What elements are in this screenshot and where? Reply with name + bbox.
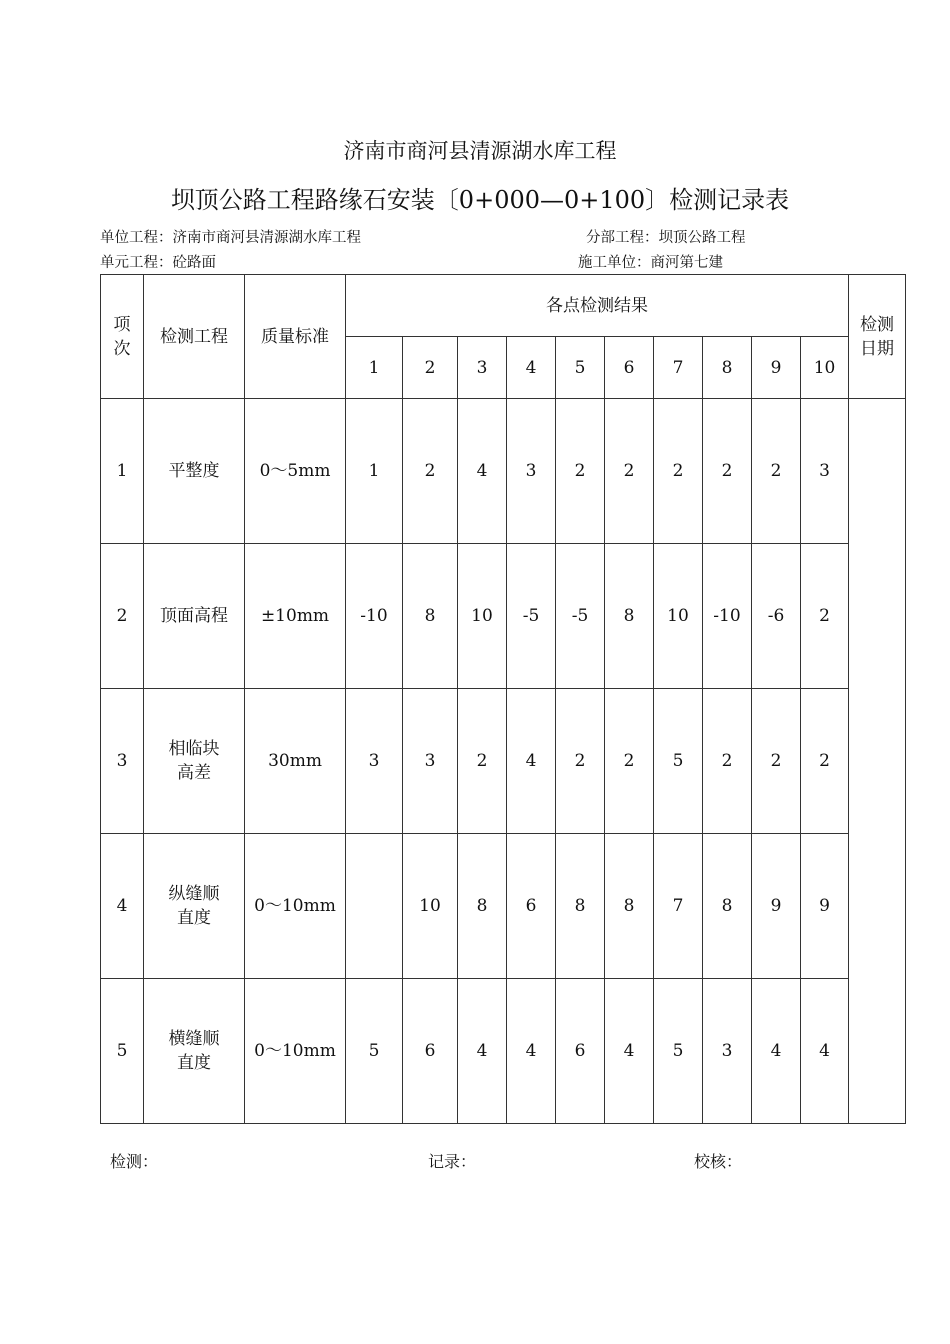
point-header: 4 <box>507 337 556 399</box>
point-header: 1 <box>346 337 403 399</box>
value-cell: 3 <box>346 689 403 834</box>
value-cell: 6 <box>403 979 458 1124</box>
row-standard: ±10mm <box>245 544 346 689</box>
point-header: 2 <box>403 337 458 399</box>
value-cell: 2 <box>801 544 849 689</box>
value-cell: 2 <box>752 689 801 834</box>
value-cell: -6 <box>752 544 801 689</box>
inspector-label: 检测： <box>110 1152 159 1171</box>
value-cell <box>346 834 403 979</box>
row-no: 4 <box>101 834 144 979</box>
table-row <box>101 399 906 544</box>
value-cell: 2 <box>752 399 801 544</box>
value-cell: -5 <box>556 544 605 689</box>
value-cell: 5 <box>346 979 403 1124</box>
header-item-no: 项次 <box>101 275 144 399</box>
contractor: 施工单位：商河第七建 <box>578 255 723 271</box>
value-cell: -10 <box>346 544 403 689</box>
row-item: 相临块高差 <box>144 689 245 834</box>
value-cell: 2 <box>403 399 458 544</box>
value-cell: 10 <box>458 544 507 689</box>
value-cell: 4 <box>507 689 556 834</box>
table-row <box>101 544 906 689</box>
value-cell: 9 <box>752 834 801 979</box>
value-cell: 8 <box>556 834 605 979</box>
value-cell: 10 <box>654 544 703 689</box>
sub-project: 分部工程：坝顶公路工程 <box>586 230 746 246</box>
value-cell: 2 <box>605 399 654 544</box>
table-row <box>101 979 906 1124</box>
table-title: 坝顶公路工程路缘石安装〔0+000—0+100〕检测记录表 <box>170 186 790 214</box>
value-cell: 2 <box>556 689 605 834</box>
value-cell: 2 <box>703 689 752 834</box>
value-cell: -10 <box>703 544 752 689</box>
inspection-table <box>100 274 906 1124</box>
value-cell: 8 <box>703 834 752 979</box>
value-cell: 10 <box>403 834 458 979</box>
point-header: 3 <box>458 337 507 399</box>
inspection-date-cell <box>849 399 906 1124</box>
point-header: 9 <box>752 337 801 399</box>
value-cell: 4 <box>752 979 801 1124</box>
row-standard: 0～10mm <box>245 979 346 1124</box>
row-no: 1 <box>101 399 144 544</box>
row-item: 顶面高程 <box>144 544 245 689</box>
point-header: 5 <box>556 337 605 399</box>
value-cell: 3 <box>403 689 458 834</box>
row-item: 横缝顺直度 <box>144 979 245 1124</box>
row-no: 3 <box>101 689 144 834</box>
value-cell: 5 <box>654 689 703 834</box>
header-results: 各点检测结果 <box>346 275 849 337</box>
value-cell: 3 <box>703 979 752 1124</box>
value-cell: 9 <box>801 834 849 979</box>
recorder-label: 记录： <box>428 1152 477 1171</box>
row-standard: 0～5mm <box>245 399 346 544</box>
value-cell: 2 <box>605 689 654 834</box>
header-standard: 质量标准 <box>245 275 346 399</box>
value-cell: 3 <box>507 399 556 544</box>
value-cell: 2 <box>654 399 703 544</box>
value-cell: 8 <box>605 544 654 689</box>
value-cell: 4 <box>458 979 507 1124</box>
value-cell: 4 <box>605 979 654 1124</box>
element-project: 单元工程：砼路面 <box>100 255 216 271</box>
row-standard: 0～10mm <box>245 834 346 979</box>
value-cell: 4 <box>507 979 556 1124</box>
point-header: 6 <box>605 337 654 399</box>
value-cell: 2 <box>556 399 605 544</box>
point-header: 10 <box>801 337 849 399</box>
value-cell: 3 <box>801 399 849 544</box>
unit-project: 单位工程：济南市商河县清源湖水库工程 <box>100 230 361 246</box>
row-no: 5 <box>101 979 144 1124</box>
table-row <box>101 834 906 979</box>
value-cell: 8 <box>458 834 507 979</box>
row-no: 2 <box>101 544 144 689</box>
header-date: 检测日期 <box>849 275 906 399</box>
table-row <box>101 689 906 834</box>
point-header: 7 <box>654 337 703 399</box>
value-cell: 2 <box>703 399 752 544</box>
value-cell: 2 <box>458 689 507 834</box>
value-cell: 8 <box>403 544 458 689</box>
value-cell: 8 <box>605 834 654 979</box>
row-item: 纵缝顺直度 <box>144 834 245 979</box>
row-standard: 30mm <box>245 689 346 834</box>
value-cell: -5 <box>507 544 556 689</box>
value-cell: 2 <box>801 689 849 834</box>
value-cell: 5 <box>654 979 703 1124</box>
checker-label: 校核： <box>694 1152 743 1171</box>
header-item: 检测工程 <box>144 275 245 399</box>
row-item: 平整度 <box>144 399 245 544</box>
value-cell: 4 <box>458 399 507 544</box>
value-cell: 7 <box>654 834 703 979</box>
value-cell: 1 <box>346 399 403 544</box>
value-cell: 6 <box>556 979 605 1124</box>
header-row <box>101 275 906 337</box>
project-title: 济南市商河县清源湖水库工程 <box>343 139 617 163</box>
value-cell: 4 <box>801 979 849 1124</box>
point-header: 8 <box>703 337 752 399</box>
value-cell: 6 <box>507 834 556 979</box>
